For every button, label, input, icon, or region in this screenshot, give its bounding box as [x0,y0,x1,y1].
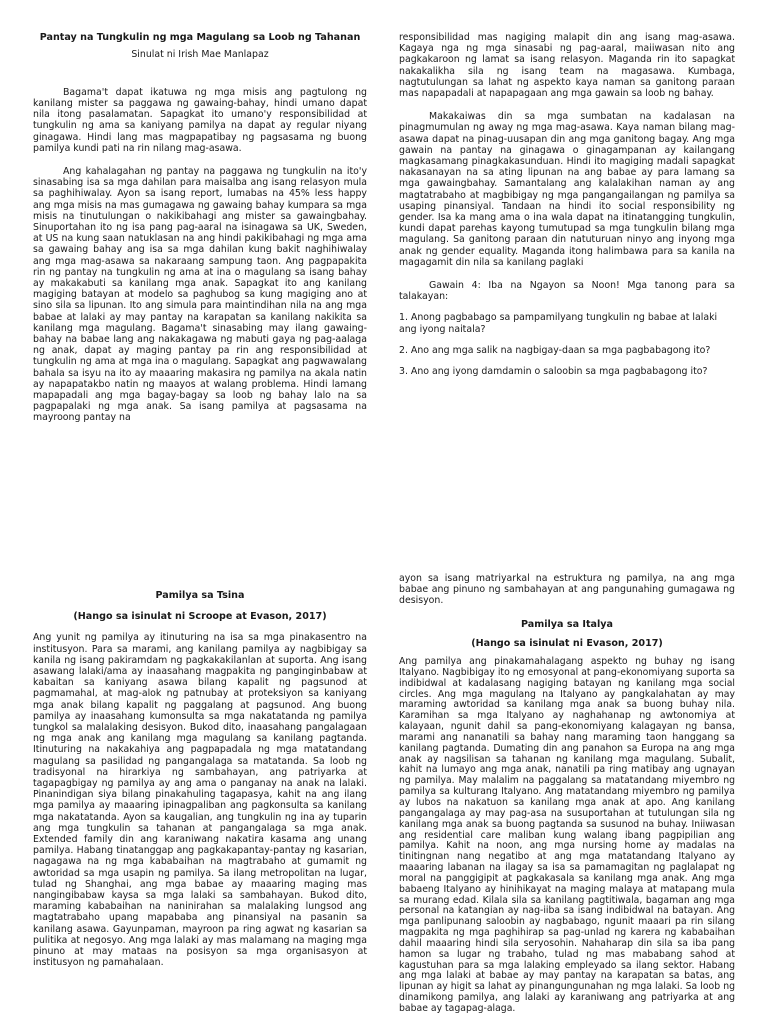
right-column [399,32,735,512]
activity-heading: Gawain 4: Iba na Ngayon sa Noon! Mga tanong para sa talakayan: [399,280,735,303]
paragraph-1: Bagama't dapat ikatuwa ng mga misis ang pagtulong ng kanilang mister sa paggawa ng gawaing-bahay, hindi umano dapat nila itong pasalamatan. Sapagkat ito umano'y responsibilidad at tungkulin ng ama sa kaniyang pamilya na dapat ay regular niyang ginagawa. Hindi lang mas magpapatibay ng pagsasama ng buong pamilya kundi pati na rin nilang mag-asawa. [33,86,367,154]
china-source: (Hango sa isinulat ni Scroope at Evason, 2017) [73,611,327,623]
italy-body: Ang pamilya ang pinakamahalagang aspekto ng buhay ng isang Italyano. Nagbibigay ito ng emosyonal at pang-ekonomiyang suporta sa indibidwal at kadalasang nagiging batayan ng kanilang mga social circles. Ang mga magulang na Italyano ay pangkalahatan ay may maraming awtoridad sa kanilang mga anak sa buong buhay nila. Karamihan sa mga Italyano ay naghahanap ng awtonomiya at kalayaan, ngunit dahil sa pang-ekonomiyang kalagayan ng bansa, marami ang nananatili sa bahay nang maraming taon hanggang sa kanilang pagtanda. Dumating din ang panahon sa Europa na ang mga anak ay nagsilisan sa tahanan ng kanilang mga magulang. Subalit, kahit na lumayo ang mga anak, nanatili pa ring matibay ang ugnayan ng pamilya. May malalim na paggalang sa matatandang miyembro ng pamilya sa kulturang Italyano. Ang matatandang miyembro ng pamilya ay lubos na nakatuon sa kanilang mga anak at apo. Ang kanilang pangangalaga ay may pag-asa na susuportahan at tutulungan sila ng kanilang mga anak sa buong pagtanda sa susunod na buhay. Iniiwasan ang residential care maliban kung walang ibang pagpipilian ang pamilya. Kahit na noon, ang mga nursing home ay madalas na tinitingnan nang negatibo at ang mga matatandang Italyano ay maaaring labanan na ilagay sa isa sa pamamagitan ng paglalapat ng moral na panggigipit at pagkakasala sa kanilang mga anak. Ang mga babaeng Italyano ay hinihikayat na maging malaya at matapang mula sa murang edad. Kilala sila sa kanilang pagtitiwala, bagaman ang mga personal na katangian ay nag-iiba sa isang indibidwal na batayan. Ang mga panlipunang saloobin ay nagbabago, ngunit maaari pa rin silang magpakita ng mga paghihirap sa pag-unlad ng karera ng kababaihan dahil maaaring hindi sila seryosohin. Nahaharap din sila sa iba pang hamon sa lugar ng trabaho, tulad ng mas mababang sahod at kagustuhan para sa mga lalaking empleyado sa ilang sektor. Habang ang mga lalaki at babae ay may pantay na karapatan sa batas, ang lipunan ay higit sa lahat ay pinangungunahan ng mga lalaki. Sa loob ng dinamikong pamilya, ang lalaki ay karaniwang ang patriyarka at ang babae ay tagapag-alaga. [399,656,735,1015]
article-title: Pantay na Tungkulin ng mga Magulang sa Loob ng Tahanan [39,32,361,43]
italy-source: (Hango sa isinulat ni Evason, 2017) [471,637,663,649]
page-gap [0,515,768,565]
italy-section-title: Pamilya sa Italya [520,618,614,630]
question-3: 3. Ano ang iyong damdamin o saloobin sa mga pagbabagong ito? [399,366,708,378]
page-two [0,565,768,1024]
question-1: 1. Anong pagbabago sa pampamilyang tungkulin ng babae at lalaki ang iyong naitala? [399,312,718,335]
paragraph-3: responsibilidad mas nagiging malapit din ang isang mag-asawa. Kagaya nga ng mga sinasabi ng pag-aaral, maiiwasan nito ang pagkakaroon ng lamat sa isang relasyon. Maganda rin ito sapagkat nakakalikha sila ng isang team na magasawa. Kumbaga, nagtutulungan sa lahat ng aspekto kaya naman sa ganitong paraan mas napapadali at napapagaan ang mga gawain sa loob ng bahay. [399,32,735,100]
question-2: 2. Ano ang mga salik na nagbigay-daan sa mga pagbabagong ito? [399,344,711,356]
china-body: Ang yunit ng pamilya ay itinuturing na isa sa mga pinakasentro na institusyon. Para sa marami, ang kanilang pamilya ay nagbibigay sa kanila ng isang pakiramdam ng pagkakakilanlan at suporta. Ang isang asawang lalaki/ama ay inaasahang magpakita ng panginginbabaw at kabaitan sa kaniyang asawa bilang kapalit ng pagsunod at pagmamahal, at mag-alok ng patnubay at proteksiyon sa kaniyang mga anak bilang kapalit ng paggalang at pagsunod. Ang buong pamilya ay inaasahang kumonsulta sa mga nakatatanda ng pamilya tungkol sa malalaking desisyon. Bukod dito, inaasahang pangalagaan ng mga anak ang kanilang mga magulang sa kanilang pagtanda. Itinuturing na nakakahiya ang pagpapadala ng mga matatandang magulang sa pasilidad ng pangangalaga sa matatanda. Sa loob ng tradisyonal na hirarkiya ng sambahayan, ang patriyarka at tagapagbigay ng pamilya ay ang ama o panganay na anak na lalaki. Pinanindigan siya bilang pinakahuling tagapasya, kahit na ang ilang mga pamilya ay maaaring ipinagpaliban ang pagkonsulta sa kanilang mga nakatatanda. Ayon sa kaugalian, ang tungkulin ng ina ay tuparin ang mga tungkulin sa tahanan at pangangalaga sa mga anak. Extended family din ang karaniwang nakatira kasama ang unang pamilya. Habang tinatanggap ang pagkakapantay-pantay ng kasarian, nagagawa na ng mga kababaihan na magtrabaho at gumamit ng awtoridad sa mga usapin ng pamilya. Sa ilang metropolitan na lugar, tulad ng Shanghai, ang mga babae ay maaaring maging mas nangingibabaw kaysa sa mga lalaki sa sambahayan. Bukod dito, maraming kababaihan na naninirahan sa malalaking lungsod ang magtatrabaho upang mapababa ang pinansiyal na pasanin sa kanilang asawa. Gayunpaman, mayroon pa ring agwat ng kasarian sa pulitika at negosyo. Ang mga lalaki ay mas malamang na maging mga pinuno at may mataas na posisyon sa mga organisasyon at institusyon ng pamahalaan. [33,632,367,969]
right-column-italy [399,573,735,1024]
left-column-china [33,580,367,1024]
china-section-title: Pamilya sa Tsina [155,590,245,601]
paragraph-2: Ang kahalagahan ng pantay na paggawa ng tungkulin na ito'y sinasabing isa sa mga dahilan para maisalba ang isang relasyon mula sa paghihiwalay. Ayon sa isang report, lumabas na 45% less happy ang mga misis na mas gumagawa ng gawaing bahay kumpara sa mga misis na tinutulungan o nakikibahagi ang mister sa gawaingbahay. Sinuportahan ito ng isa pang pag-aaral na isinagawa sa UK, Sweden, at US na kung saan natuklasan na ang hindi pakikibahagi ng mga ama sa gawaing bahay ang isa sa mga dahilan kung bakit naghihiwalay ang mga mag-asawa sa nakaraang sampung taon. Ang pagpapakita rin ng pantay na tungkulin ng ama at ina o magulang sa isang bahay ay makakabuti sa kanilang mga anak. Sapagkat ito ang kanilang magiging batayan at modelo sa paghubog sa kung magiging ano at sino sila sa lipunan. Ito ang simula para maintindihan nila na ang mga babae at lalaki ay may pantay na karapatan sa kanilang nakikita sa kanilang mga magulang. Bagama't sinasabing may ilang gawaing-bahay na babae lang ang nakakagawa ng mabuti gaya ng pag-aalaga ng anak, dapat ay maging pantay pa rin ang responsibilidad at tungkulin ng ama at mga ina o magulang. Sapagkat ang pagwawalang bahala sa isyu na ito ay maaaring makasira ng pamilya na akala natin ay napapatakbo natin ng maayos at walang problema. Hindi lamang mapapadali ang mga bagay-bagay sa loob ng bahay lalo na sa pagpapalaki ng mga anak. Sa isang pamilya at pagsasama na mayroong pantay na [33,165,367,424]
china-continuation: ayon sa isang matriyarkal na estruktura ng pamilya, na ang mga babae ang pinuno ng sambahayan at ang pangunahing gumagawa ng desisyon. [399,573,735,607]
paragraph-4: Makakaiwas din sa mga sumbatan na kadalasan na pinagmumulan ng away ng mga mag-asawa. Kaya naman bilang mag-asawa dapat na pinag-uusapan din ang mga ganitong bagay. Ang mga gawain na pantay na ginagawa o ginagampanan ay kailangang magkasamang pinagkakasunduan. Hindi ito magiging madali sapagkat nakasanayan na sa ating lipunan na ang babae ay para lamang sa mga gawaingbahay. Samantalang ang kalalakihan naman ay ang magtatrabaho at magbibigay ng mga pangangailangan ng pamilya sa usaping pinansiyal. Tandaan na hindi ito social responsibility ng gender. Isa ka mang ama o ina wala dapat na itinatangging tungkulin, kundi dapat parehas kayong tumutupad sa mga tungkulin bilang mga magulang. Sa ganitong paraan din natuturuan ninyo ang inyong mga anak ng gender equality. Maganda itong halimbawa para sa kanila na magagamit din nila sa kanilang paglaki [399,111,735,268]
left-column [33,32,367,512]
author-byline: Sinulat ni Irish Mae Manlapaz [131,48,269,60]
